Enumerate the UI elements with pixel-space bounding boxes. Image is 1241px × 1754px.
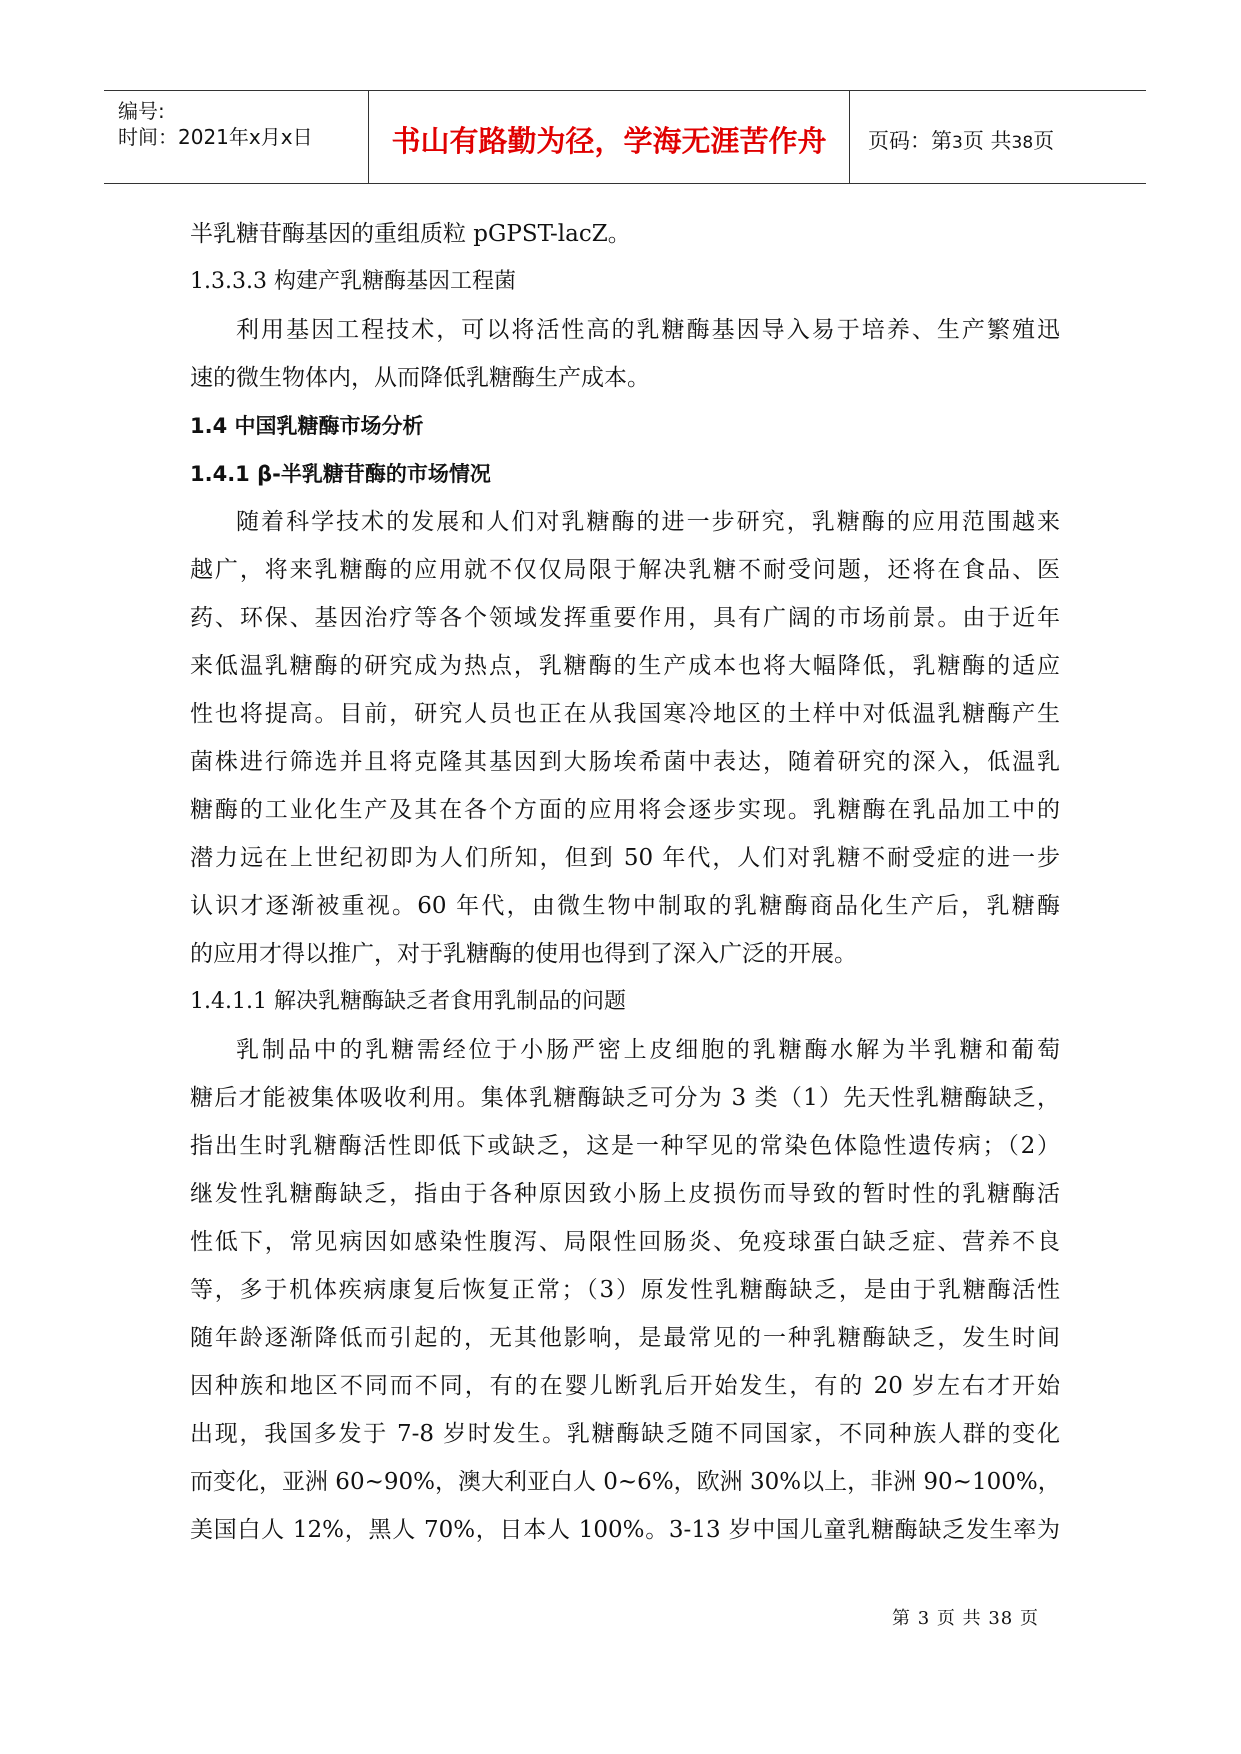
subsubsection-heading: 1.3.3.3 构建产乳糖酶基因工程菌: [190, 269, 516, 294]
text-line: 出现，我国多发于 7-8 岁时发生。乳糖酶缺乏随不同国家，不同种族人群的变化: [190, 1421, 1060, 1447]
text-line: 的应用才得以推广，对于乳糖酶的使用也得到了深入广泛的开展。: [190, 941, 857, 967]
section-heading: 1.4 中国乳糖酶市场分析: [190, 414, 424, 438]
page-footer: 第 3 页 共 38 页: [892, 1608, 1039, 1629]
header-info-cell: [104, 91, 368, 183]
document-number-label: 编号:: [118, 99, 165, 123]
text-line: 等，多于机体疾病康复后恢复正常；（3）原发性乳糖酶缺乏，是由于乳糖酶活性: [190, 1277, 1060, 1303]
document-time-label: 时间：2021年x月x日: [118, 125, 313, 149]
text-line: 指出生时乳糖酶活性即低下或缺乏，这是一种罕见的常染色体隐性遗传病；（2）: [190, 1133, 1060, 1159]
text-line: 因种族和地区不同而不同，有的在婴儿断乳后开始发生，有的 20 岁左右才开始: [190, 1373, 1060, 1399]
document-body: [190, 210, 1060, 1554]
text-line: 药、环保、基因治疗等各个领域发挥重要作用，具有广阔的市场前景。由于近年: [190, 605, 1060, 631]
text-line: 性也将提高。目前，研究人员也正在从我国寒冷地区的土样中对低温乳糖酶产生: [190, 701, 1060, 727]
text-line: 美国白人 12%，黑人 70%，日本人 100%。3-13 岁中国儿童乳糖酶缺乏发生率为: [190, 1517, 1060, 1543]
page-header: [104, 90, 1146, 184]
page-prefix: 页码：第: [868, 129, 952, 153]
text-line: 而变化，亚洲 60~90%，澳大利亚白人 0~6%，欧洲 30%以上，非洲 90~100%，: [190, 1469, 1061, 1495]
text-line: 半乳糖苷酶基因的重组质粒 pGPST-lacZ。: [190, 221, 631, 247]
text-line: 潜力远在上世纪初即为人们所知，但到 50 年代，人们对乳糖不耐受症的进一步: [190, 845, 1060, 871]
text-line: 来低温乳糖酶的研究成为热点，乳糖酶的生产成本也将大幅降低，乳糖酶的适应: [190, 653, 1060, 679]
text-line: 继发性乳糖酶缺乏，指由于各种原因致小肠上皮损伤而导致的暂时性的乳糖酶活: [190, 1181, 1060, 1207]
text-line: 糖后才能被集体吸收利用。集体乳糖酶缺乏可分为 3 类（1）先天性乳糖酶缺乏，: [190, 1085, 1060, 1111]
text-line: 性低下，常见病因如感染性腹泻、局限性回肠炎、免疫球蛋白缺乏症、营养不良: [190, 1229, 1060, 1255]
page-suffix: 页: [1033, 129, 1055, 153]
text-line: 乳制品中的乳糖需经位于小肠严密上皮细胞的乳糖酶水解为半乳糖和葡萄: [236, 1037, 1060, 1063]
text-line: 认识才逐渐被重视。60 年代，由微生物中制取的乳糖酶商品化生产后，乳糖酶: [190, 893, 1060, 919]
header-page-indicator: [868, 125, 1054, 155]
text-line: 随年龄逐渐降低而引起的，无其他影响，是最常见的一种乳糖酶缺乏，发生时间: [190, 1325, 1060, 1351]
text-line: 随着科学技术的发展和人们对乳糖酶的进一步研究，乳糖酶的应用范围越来: [236, 509, 1060, 535]
subsection-heading: 1.4.1 β-半乳糖苷酶的市场情况: [190, 462, 491, 486]
text-line: 菌株进行筛选并且将克隆其基因到大肠埃希菌中表达，随着研究的深入，低温乳: [190, 749, 1060, 775]
page-mid: 页 共: [962, 129, 1012, 153]
header-motto-cell: [368, 91, 850, 183]
page-total: 38: [1011, 133, 1034, 153]
text-line: 糖酶的工业化生产及其在各个方面的应用将会逐步实现。乳糖酶在乳品加工中的: [190, 797, 1060, 823]
text-line: 速的微生物体内，从而降低乳糖酶生产成本。: [190, 365, 650, 391]
header-motto: 书山有路勤为径，学海无涯苦作舟: [391, 124, 827, 158]
text-line: 利用基因工程技术，可以将活性高的乳糖酶基因导入易于培养、生产繁殖迅: [236, 317, 1060, 343]
header-page-cell: [850, 91, 1146, 183]
text-line: 越广，将来乳糖酶的应用就不仅仅局限于解决乳糖不耐受问题，还将在食品、医: [190, 557, 1060, 583]
subsubsection-heading: 1.4.1.1 解决乳糖酶缺乏者食用乳制品的问题: [190, 989, 626, 1014]
page-number: 3: [952, 133, 963, 153]
